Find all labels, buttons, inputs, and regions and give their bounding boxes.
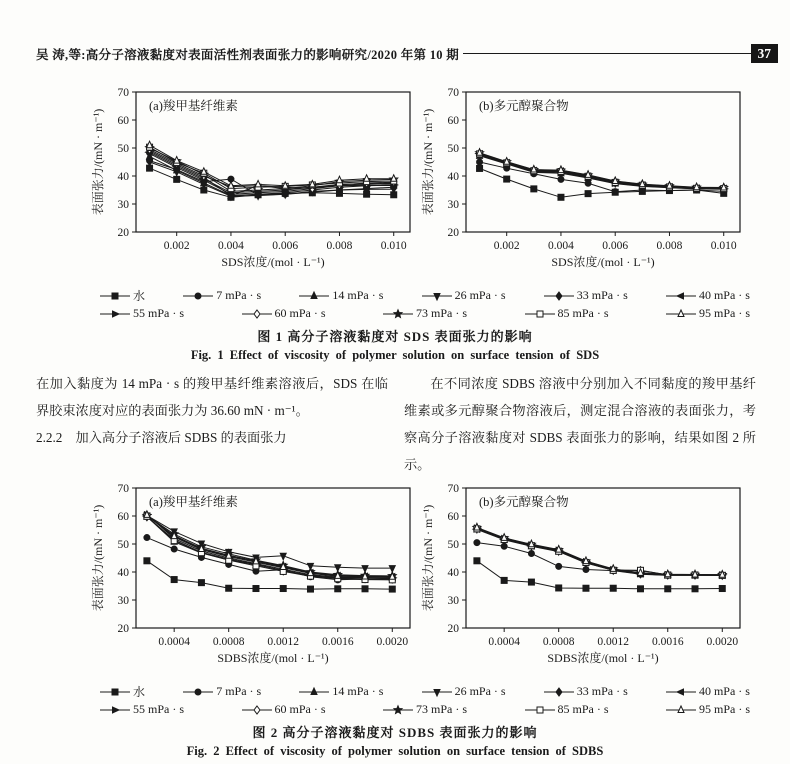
legend-item [666,306,750,321]
figure2-caption-zh: 图 2 高分子溶液黏度对 SDBS 表面张力的影响 [252,725,538,740]
legend-item [383,702,467,717]
running-head: 吴 涛,等:高分子溶液黏度对表面活性剂表面张力的影响研究/2020 年第 10 期 [36,47,460,62]
svg-text:0.0012: 0.0012 [267,636,300,648]
svg-text:0.0020: 0.0020 [376,636,409,648]
triangle-up-marker-icon [311,688,317,695]
svg-text:0.010: 0.010 [380,240,407,252]
svg-text:(a)羧甲基纤维素: (a)羧甲基纤维素 [149,495,238,509]
circle-marker-icon [528,551,534,557]
legend-item [183,683,261,700]
svg-text:50: 50 [447,539,459,551]
legend-label: 60 mPa · s [274,702,326,716]
svg-text:0.0004: 0.0004 [488,636,520,648]
triangle-right-marker-icon [113,311,120,317]
square-marker-icon [280,586,286,592]
square-marker-icon [171,577,177,583]
triangle-left-marker-icon [677,293,684,299]
svg-text:0.0008: 0.0008 [212,636,245,648]
legend-item [100,287,145,304]
legend-key [383,704,413,716]
square-marker-icon [531,186,537,192]
square-marker-icon [665,586,671,592]
page-number: 37 [751,44,779,63]
page-header [36,44,778,63]
legend-label: 73 mPa · s [416,702,467,716]
figure2-legend [100,683,750,717]
diamond-marker-icon [556,292,562,300]
triangle-open-marker-icon [364,175,370,182]
legend-item [299,683,383,700]
legend-label: 55 mPa · s [133,702,184,716]
square-marker-icon [144,558,150,564]
figure2-caption-en: Fig. 2 Effect of viscosity of polymer solution on surface tension of SDBS [186,744,604,758]
svg-text:0.008: 0.008 [656,240,683,252]
legend-item [299,287,383,304]
circle-marker-icon [144,535,150,541]
figure-1 [0,84,790,363]
figure1-caption-zh: 图 1 高分子溶液黏度对 SDS 表面张力的影响 [257,329,533,344]
legend-row [100,287,750,304]
svg-text:0.010: 0.010 [710,240,737,252]
triangle-open-marker-icon [678,706,684,713]
legend-label: 55 mPa · s [133,306,184,320]
body-left-column [36,370,388,478]
square-marker-icon [501,577,507,583]
square-marker-icon [504,176,510,182]
legend-row [100,306,750,321]
figure1-charts-row [88,84,790,285]
legend-key [299,686,329,698]
circle-marker-icon [474,540,480,546]
square-marker-icon [558,194,564,200]
square-marker-icon [335,586,341,592]
section-heading-2-2-2: 2.2.2 加入高分子溶液后 SDBS 的表面张力 [36,430,287,445]
triangle-left-marker-icon [677,689,684,695]
square-marker-icon [198,580,204,586]
legend-label: 95 mPa · s [699,306,750,320]
legend-label: 73 mPa · s [416,306,467,320]
body-right-column [404,370,756,478]
svg-text:20: 20 [447,227,459,239]
svg-text:50: 50 [117,143,129,155]
legend-key [666,308,696,320]
svg-text:0.006: 0.006 [602,240,629,252]
svg-text:SDBS浓度/(mol · L⁻¹): SDBS浓度/(mol · L⁻¹) [217,651,329,665]
square-marker-icon [583,585,589,591]
legend-item [242,702,326,717]
triangle-open-marker-icon [255,180,261,187]
legend-key [666,704,696,716]
legend-row [100,683,750,700]
svg-text:40: 40 [447,567,459,579]
figure-2 [0,480,790,759]
svg-text:表面张力/(mN · m⁻¹): 表面张力/(mN · m⁻¹) [91,108,105,216]
legend-label: 7 mPa · s [216,684,262,698]
paragraph: 在加入黏度为 14 mPa · s 的羧甲基纤维素溶液后，SDS 在临界胶束浓度对应的表面张力为 36.60 mN · m⁻¹。 [36,376,388,418]
diamond-open-marker-icon [254,310,260,318]
legend-key [666,686,696,698]
svg-text:60: 60 [447,115,459,127]
svg-text:表面张力/(mN · m⁻¹): 表面张力/(mN · m⁻¹) [421,504,435,612]
svg-text:0.002: 0.002 [493,240,520,252]
chart-fig2b-sdbs-polyol [418,480,748,681]
legend-label: 85 mPa · s [557,702,609,716]
legend-item [525,306,609,321]
legend-label: 33 mPa · s [576,288,628,302]
square-marker-icon [477,165,483,171]
svg-text:0.0004: 0.0004 [158,636,190,648]
circle-marker-icon [612,189,618,195]
legend-item [544,683,628,700]
square-marker-icon [112,293,118,299]
svg-text:0.0016: 0.0016 [321,636,354,648]
square-marker-icon [585,191,591,197]
legend-key [100,704,130,716]
legend-key [525,308,555,320]
triangle-right-marker-icon [113,707,120,713]
svg-text:20: 20 [117,623,129,635]
square-marker-icon [112,689,118,695]
circle-marker-icon [195,293,201,299]
legend-key [383,308,413,320]
figure1-caption-en: Fig. 1 Effect of viscosity of polymer solution on surface tension of SDS [190,348,600,362]
legend-item [525,702,609,717]
legend-key [544,290,574,302]
svg-text:20: 20 [117,227,129,239]
triangle-open-marker-icon [336,176,342,183]
svg-text:0.004: 0.004 [218,240,244,252]
svg-text:60: 60 [447,511,459,523]
legend-label: 60 mPa · s [274,306,326,320]
square-marker-icon [474,558,480,564]
svg-text:70: 70 [117,87,129,99]
svg-text:0.0008: 0.0008 [542,636,575,648]
square-marker-icon [389,586,395,592]
square-marker-icon [610,585,616,591]
chart-fig1a-sds-cmc [88,84,418,285]
triangle-open-marker-icon [678,310,684,317]
triangle-down-marker-icon [434,689,440,696]
svg-text:(a)羧甲基纤维素: (a)羧甲基纤维素 [149,99,238,113]
legend-key [100,290,130,302]
body-text [36,370,756,478]
chart-fig1b-sds-polyol [418,84,748,285]
svg-text:40: 40 [117,171,129,183]
star-marker-icon [394,309,402,317]
legend-key [100,308,130,320]
svg-text:表面张力/(mN · m⁻¹): 表面张力/(mN · m⁻¹) [421,108,435,216]
legend-item [242,306,326,321]
figure1-legend [100,287,750,321]
square-open-marker-icon [537,707,543,713]
legend-key [544,686,574,698]
legend-key [183,290,213,302]
svg-text:40: 40 [117,567,129,579]
svg-text:50: 50 [117,539,129,551]
svg-text:0.0016: 0.0016 [651,636,684,648]
square-marker-icon [528,579,534,585]
legend-label: 水 [133,289,146,303]
circle-marker-icon [171,546,177,552]
legend-label: 85 mPa · s [557,306,609,320]
square-marker-icon [719,586,725,592]
svg-text:0.004: 0.004 [548,240,574,252]
svg-text:30: 30 [117,595,129,607]
svg-text:0.008: 0.008 [326,240,353,252]
legend-item [383,306,467,321]
legend-item [544,287,628,304]
square-marker-icon [174,176,180,182]
legend-item [666,683,750,700]
square-marker-icon [362,586,368,592]
svg-text:SDBS浓度/(mol · L⁻¹): SDBS浓度/(mol · L⁻¹) [547,651,659,665]
paragraph: 在不同浓度 SDBS 溶液中分别加入不同黏度的羧甲基纤维素或多元醇聚合物溶液后，测定混合溶液的表面张力，考察高分子溶液黏度对 SDBS 表面张力的影响，结果如图 2 所示。 [404,376,756,472]
square-open-marker-icon [537,311,543,317]
legend-key [666,290,696,302]
legend-item [100,702,184,717]
svg-text:40: 40 [447,171,459,183]
legend-item [422,683,506,700]
legend-label: 40 mPa · s [698,684,750,698]
legend-item [183,287,261,304]
chart-fig2a-sdbs-cmc [88,480,418,681]
legend-key [525,704,555,716]
svg-text:30: 30 [447,199,459,211]
legend-label: 95 mPa · s [699,702,750,716]
triangle-up-marker-icon [311,292,317,299]
legend-key [100,686,130,698]
svg-text:表面张力/(mN · m⁻¹): 表面张力/(mN · m⁻¹) [91,504,105,612]
triangle-down-marker-icon [434,293,440,300]
svg-text:(b)多元醇聚合物: (b)多元醇聚合物 [479,99,569,113]
square-marker-icon [692,586,698,592]
square-marker-icon [253,586,259,592]
legend-item [666,287,750,304]
svg-text:70: 70 [447,483,459,495]
svg-text:0.002: 0.002 [163,240,190,252]
legend-label: 26 mPa · s [454,288,506,302]
svg-text:0.0012: 0.0012 [597,636,630,648]
svg-text:0.006: 0.006 [272,240,299,252]
legend-label: 14 mPa · s [332,288,384,302]
legend-label: 40 mPa · s [698,288,750,302]
legend-label: 33 mPa · s [576,684,628,698]
diamond-marker-icon [556,688,562,696]
svg-text:20: 20 [447,623,459,635]
figure2-charts-row [88,480,790,681]
legend-label: 26 mPa · s [454,684,506,698]
svg-text:30: 30 [447,595,459,607]
svg-text:70: 70 [447,87,459,99]
svg-text:SDS浓度/(mol · L⁻¹): SDS浓度/(mol · L⁻¹) [551,255,655,269]
square-marker-icon [637,586,643,592]
circle-marker-icon [556,563,562,569]
square-marker-icon [307,586,313,592]
star-marker-icon [394,705,402,713]
header-rule [463,53,750,54]
circle-marker-icon [195,689,201,695]
legend-key [299,290,329,302]
legend-label: 水 [133,685,146,699]
legend-item [100,683,145,700]
legend-label: 14 mPa · s [332,684,384,698]
svg-text:SDS浓度/(mol · L⁻¹): SDS浓度/(mol · L⁻¹) [221,255,325,269]
legend-key [422,290,452,302]
square-marker-icon [226,585,232,591]
svg-text:60: 60 [117,115,129,127]
svg-text:30: 30 [117,199,129,211]
legend-key [183,686,213,698]
legend-row [100,702,750,717]
svg-text:0.0020: 0.0020 [706,636,739,648]
legend-label: 7 mPa · s [216,288,262,302]
legend-item [666,702,750,717]
svg-text:60: 60 [117,511,129,523]
legend-key [422,686,452,698]
legend-item [100,306,184,321]
legend-key [242,704,272,716]
diamond-open-marker-icon [254,706,260,714]
svg-text:(b)多元醇聚合物: (b)多元醇聚合物 [479,495,569,509]
square-marker-icon [556,585,562,591]
legend-item [422,287,506,304]
svg-text:70: 70 [117,483,129,495]
svg-text:50: 50 [447,143,459,155]
legend-key [242,308,272,320]
